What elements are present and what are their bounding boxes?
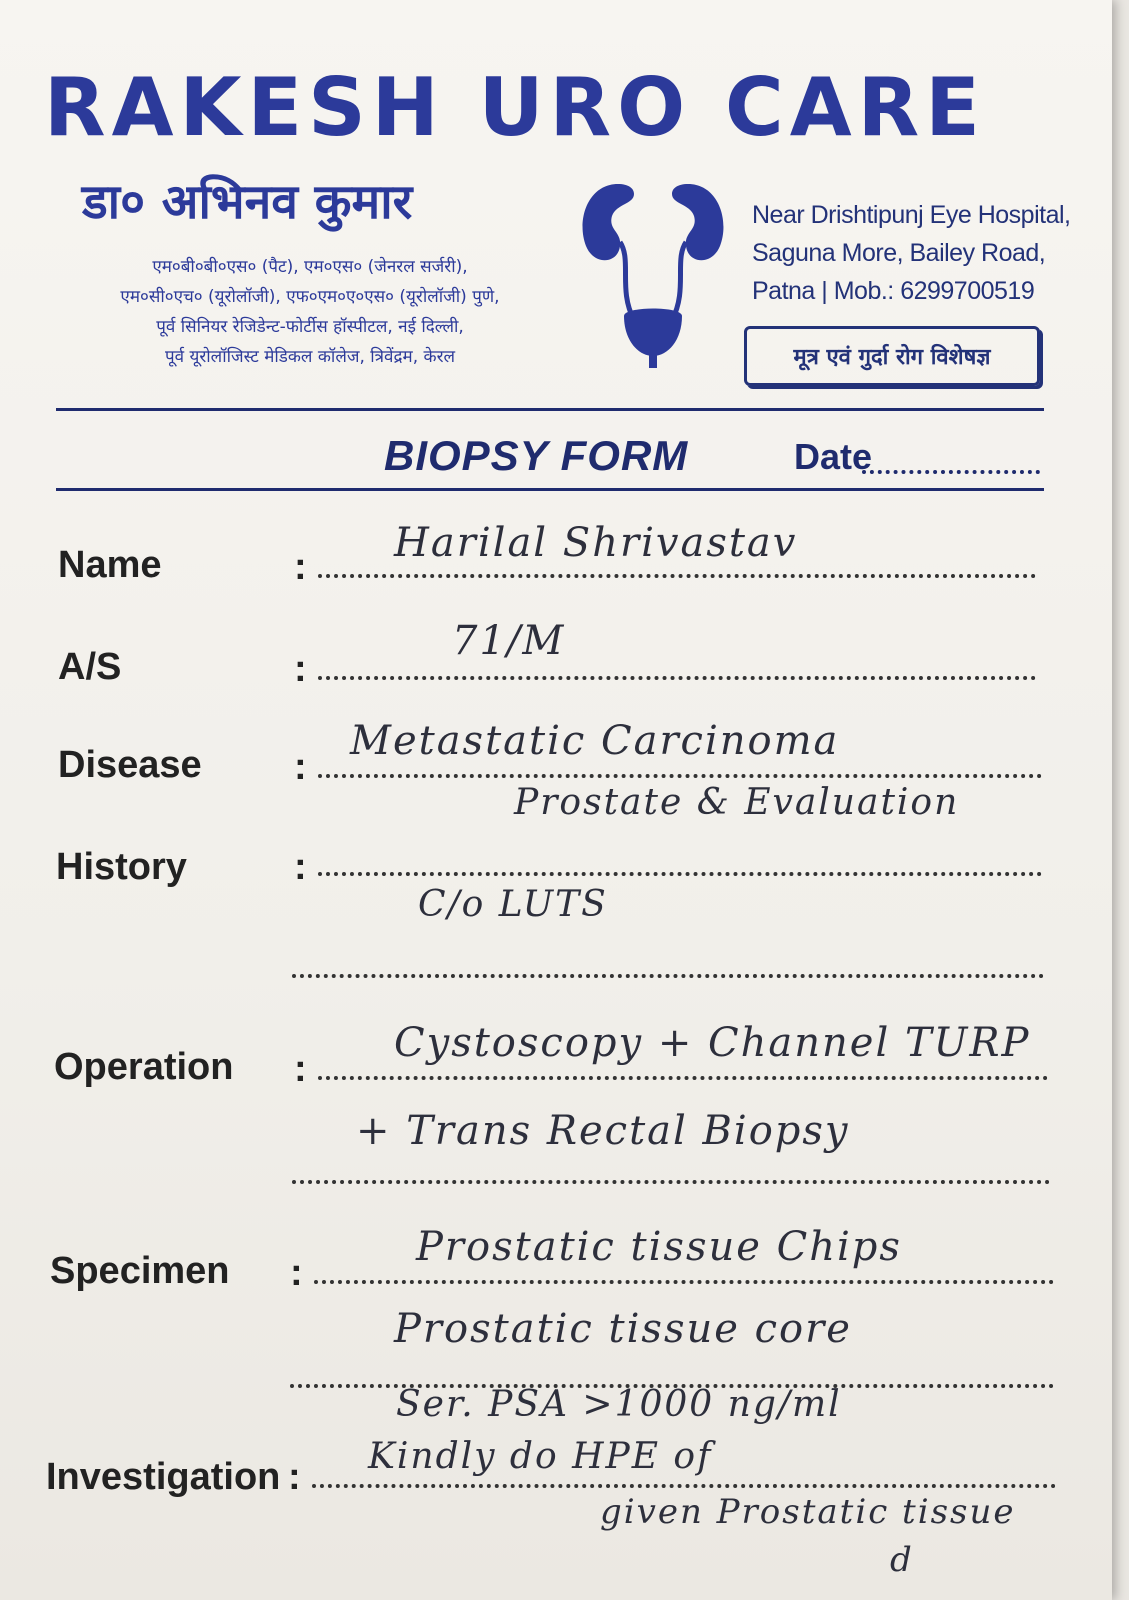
disease-field[interactable]	[318, 774, 1042, 778]
investigation-value-line-4: d	[890, 1540, 914, 1580]
name-label: Name	[58, 544, 162, 586]
disease-value-line-1: Metastatic Carcinoma	[350, 718, 840, 764]
colon: :	[294, 546, 307, 588]
specimen-field[interactable]	[314, 1280, 1054, 1284]
specimen-value-line-2: Prostatic tissue core	[394, 1306, 852, 1352]
operation-label: Operation	[54, 1046, 234, 1088]
investigation-value-line-2: Kindly do HPE of	[368, 1436, 713, 1477]
qualification-line: एम०सी०एच० (यूरोलॉजी), एफ०एम०ए०एस० (यूरोलॉजी) पुणे,	[120, 287, 500, 307]
specimen-value-line-1: Prostatic tissue Chips	[416, 1224, 902, 1270]
investigation-value-line-1: Ser. PSA >1000 ng/ml	[396, 1384, 842, 1425]
disease-value-line-2: Prostate & Evaluation	[514, 782, 960, 823]
kidney-urinary-tract-icon	[578, 180, 728, 370]
qualification-line: पूर्व सिनियर रेजिडेन्ट-फोर्टीस हॉस्पीटल, नई दिल्ली,	[156, 317, 464, 337]
address-line: Near Drishtipunj Eye Hospital,	[752, 201, 1071, 229]
form-title: BIOPSY FORM	[384, 432, 689, 479]
history-field-line-2[interactable]	[292, 974, 1044, 978]
name-field[interactable]	[318, 574, 1036, 578]
history-field[interactable]	[318, 872, 1042, 876]
colon: :	[294, 1048, 307, 1090]
title-divider	[56, 488, 1044, 491]
investigation-field[interactable]	[312, 1484, 1056, 1488]
address-line: Saguna More, Bailey Road,	[752, 239, 1046, 267]
specimen-label: Specimen	[50, 1250, 230, 1292]
colon: :	[294, 648, 307, 690]
history-label: History	[56, 846, 187, 888]
date-field[interactable]	[862, 470, 1040, 474]
specialty-badge: मूत्र एवं गुर्दा रोग विशेषज्ञ	[744, 326, 1040, 386]
operation-field[interactable]	[318, 1076, 1048, 1080]
age-sex-label: A/S	[58, 646, 122, 688]
disease-label: Disease	[58, 744, 202, 786]
clinic-address	[752, 196, 1092, 310]
date-label: Date	[794, 436, 873, 477]
age-sex-value: 71/M	[452, 618, 566, 664]
investigation-value-line-3: given Prostatic tissue	[600, 1492, 1016, 1532]
address-line: Patna | Mob.: 6299700519	[752, 277, 1035, 305]
colon: :	[288, 1456, 301, 1498]
operation-value-line-2: + Trans Rectal Biopsy	[356, 1108, 850, 1154]
doctor-name: डा० अभिनव कुमार	[82, 174, 413, 230]
operation-value-line-1: Cystoscopy + Channel TURP	[394, 1020, 1031, 1066]
qualification-line: पूर्व यूरोलॉजिस्ट मेडिकल कॉलेज, त्रिवेंद्रम, केरल	[164, 347, 456, 367]
colon: :	[294, 846, 307, 888]
name-value: Harilal Shrivastav	[394, 520, 798, 566]
doctor-qualifications	[40, 252, 580, 372]
colon: :	[294, 746, 307, 788]
investigation-label: Investigation	[46, 1456, 281, 1498]
qualification-line: एम०बी०बी०एस० (पैट), एम०एस० (जेनरल सर्जरी),	[152, 257, 468, 277]
age-sex-field[interactable]	[318, 676, 1036, 680]
colon: :	[290, 1252, 303, 1294]
operation-field-line-2[interactable]	[292, 1180, 1050, 1184]
history-value: C/o LUTS	[418, 884, 608, 925]
clinic-brand: RAKESH URO CARE	[44, 61, 986, 154]
header-divider	[56, 408, 1044, 411]
